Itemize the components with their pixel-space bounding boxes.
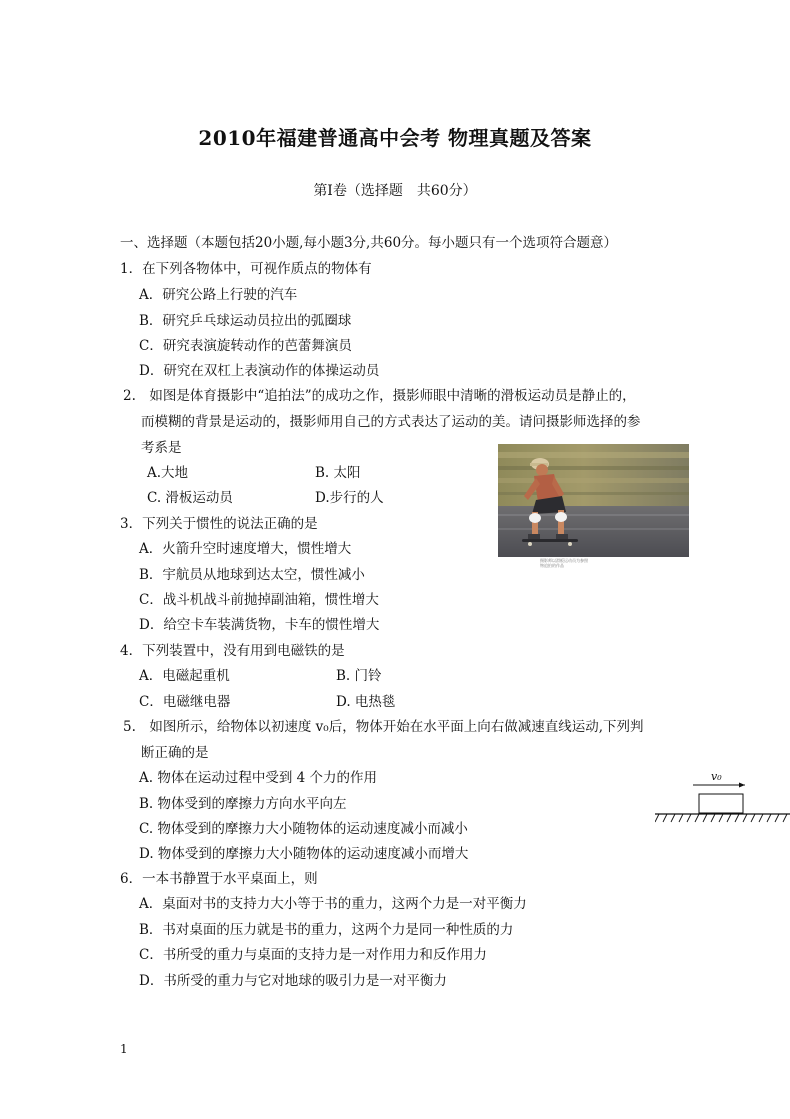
question-4-option-a: A．电磁起重机 bbox=[139, 668, 230, 684]
block bbox=[699, 794, 743, 813]
question-5-stem-line-1: 5. 如图所示，给物体以初速度 v₀后，物体开始在水平面上向右做减速直线运动,下列判 bbox=[123, 719, 644, 735]
question-4-option-d: D. 电热毯 bbox=[336, 694, 396, 710]
velocity-label: v₀ bbox=[711, 770, 722, 783]
question-2-option-a: A.大地 bbox=[147, 465, 189, 481]
question-6-option-a: A．桌面对书的支持力大小等于书的重力，这两个力是一对平衡力 bbox=[139, 896, 527, 912]
question-6-option-b: B．书对桌面的压力就是书的重力，这两个力是同一种性质的力 bbox=[139, 922, 514, 938]
question-2-stem-line-1: 2. 如图是体育摄影中“追拍法”的成功之作，摄影师眼中清晰的滑板运动员是静止的， bbox=[123, 388, 636, 404]
question-1-option-d: D．研究在双杠上表演动作的体操运动员 bbox=[139, 363, 380, 379]
question-2-option-d: D.步行的人 bbox=[315, 490, 384, 506]
section-instructions: 一、选择题（本题包括20小题,每小题3分,共60分。每小题只有一个选项符合题意） bbox=[120, 235, 618, 251]
question-5-option-d: D. 物体受到的摩擦力大小随物体的运动速度减小而增大 bbox=[139, 846, 469, 862]
question-2-stem-line-2: 而模糊的背景是运动的，摄影师用自己的方式表达了运动的美。请问摄影师选择的参 bbox=[141, 414, 641, 430]
photo-caption bbox=[540, 558, 588, 568]
question-4-stem: 4．下列装置中，没有用到电磁铁的是 bbox=[120, 643, 345, 659]
velocity-arrowhead bbox=[739, 783, 745, 788]
question-5-option-a: A. 物体在运动过程中受到 4 个力的作用 bbox=[139, 770, 378, 786]
question-6-stem: 6．一本书静置于水平桌面上，则 bbox=[120, 871, 318, 887]
question-5-stem-line-2: 断正确的是 bbox=[141, 745, 209, 761]
question-3-option-d: D．给空卡车装满货物，卡车的惯性增大 bbox=[139, 617, 380, 633]
page-title: 2010年福建普通高中会考 物理真题及答案 bbox=[198, 126, 592, 150]
question-4-option-c: C．电磁继电器 bbox=[139, 694, 231, 710]
skateboarder-illustration bbox=[498, 444, 689, 557]
question-3-option-b: B．宇航员从地球到达太空，惯性减小 bbox=[139, 567, 365, 583]
question-5-option-c: C. 物体受到的摩擦力大小随物体的运动速度减小而减小 bbox=[139, 821, 468, 837]
question-5-option-b: B. 物体受到的摩擦力方向水平向左 bbox=[139, 796, 347, 812]
question-6-option-d: D．书所受的重力与它对地球的吸引力是一对平衡力 bbox=[139, 973, 447, 989]
question-3-stem: 3．下列关于惯性的说法正确的是 bbox=[120, 516, 318, 532]
question-1-option-b: B．研究乒乓球运动员拉出的弧圈球 bbox=[139, 313, 352, 329]
question-4-option-b: B. 门铃 bbox=[336, 668, 382, 684]
question-1-option-a: A．研究公路上行驶的汽车 bbox=[139, 287, 298, 303]
skateboarder-photo bbox=[498, 444, 689, 557]
question-2-option-c: C. 滑板运动员 bbox=[147, 490, 233, 506]
question-6-option-c: C．书所受的重力与桌面的支持力是一对作用力和反作用力 bbox=[139, 947, 487, 963]
photo-caption-line-1: 摄影师以滑板运动员为参照 bbox=[540, 558, 588, 563]
question-2-option-b: B. 太阳 bbox=[315, 465, 361, 481]
block-velocity-diagram bbox=[655, 768, 790, 828]
question-1-option-c: C．研究表演旋转动作的芭蕾舞演员 bbox=[139, 338, 352, 354]
question-2-stem-line-3: 考系是 bbox=[141, 440, 182, 456]
photo-caption-line-2: 物追拍的作品 bbox=[540, 563, 564, 568]
section-heading: 第Ⅰ卷（选择题 共60分） bbox=[313, 183, 477, 199]
diagram-svg bbox=[655, 768, 790, 828]
question-3-option-a: A．火箭升空时速度增大，惯性增大 bbox=[139, 541, 352, 557]
page-number: 1 bbox=[120, 1042, 128, 1056]
question-3-option-c: C．战斗机战斗前抛掉副油箱，惯性增大 bbox=[139, 592, 379, 608]
question-1-stem: 1．在下列各物体中，可视作质点的物体有 bbox=[120, 261, 372, 277]
ground-hatching bbox=[655, 814, 787, 822]
